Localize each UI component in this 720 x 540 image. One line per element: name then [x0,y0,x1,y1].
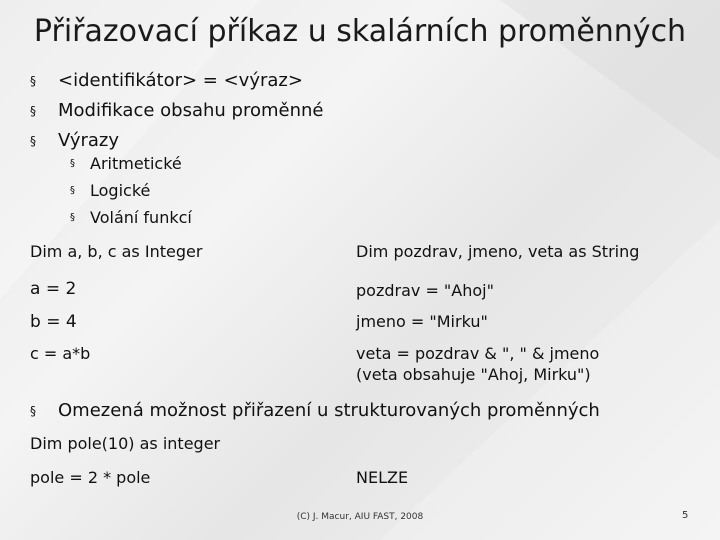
bullet-marker: § [30,404,36,418]
bullet-item: § Modifikace obsahu proměnné [30,96,323,126]
code-dim-string: Dim pozdrav, jmeno, veta as String [356,242,640,261]
bullet-marker: § [30,74,36,88]
code-assign-pole: pole = 2 * pole [30,468,151,487]
bullet-marker: § [70,158,75,169]
code-dim-integer: Dim a, b, c as Integer [30,242,203,261]
code-dim-pole: Dim pole(10) as integer [30,434,221,453]
code-assign-a: a = 2 [30,279,77,299]
code-assign-c: c = a*b [30,344,91,363]
sub-bullet-item: § Aritmetické [70,150,192,177]
slide-footer: (C) J. Macur, AIU FAST, 2008 [296,512,424,522]
code-comment-veta: (veta obsahuje "Ahoj, Mirku") [356,365,591,384]
code-assign-jmeno: jmeno = "Mirku" [356,312,488,331]
code-assign-pozdrav: pozdrav = "Ahoj" [356,281,494,300]
sub-bullet-item: § Logické [70,177,192,204]
sub-bullet-item: § Volání funkcí [70,204,192,231]
page-number: 5 [682,510,689,521]
slide-title: Přiřazovací příkaz u skalárních proměnných [33,14,687,49]
main-bullet-list [30,66,323,156]
code-note-nelze: NELZE [356,468,409,487]
bullet-marker: § [70,185,75,196]
code-assign-veta: veta = pozdrav & ", " & jmeno [356,344,600,363]
sub-bullet-list [70,150,192,231]
bullet-marker: § [30,104,36,118]
struct-bullet-list [30,396,600,426]
bullet-marker: § [70,212,75,223]
bullet-item: § Výrazy [30,126,323,156]
code-assign-b: b = 4 [30,312,77,332]
bullet-marker: § [30,134,36,148]
bullet-item: § Omezená možnost přiřazení u strukturovaných proměnných [30,396,600,426]
bullet-item: § <identifikátor> = <výraz> [30,66,323,96]
